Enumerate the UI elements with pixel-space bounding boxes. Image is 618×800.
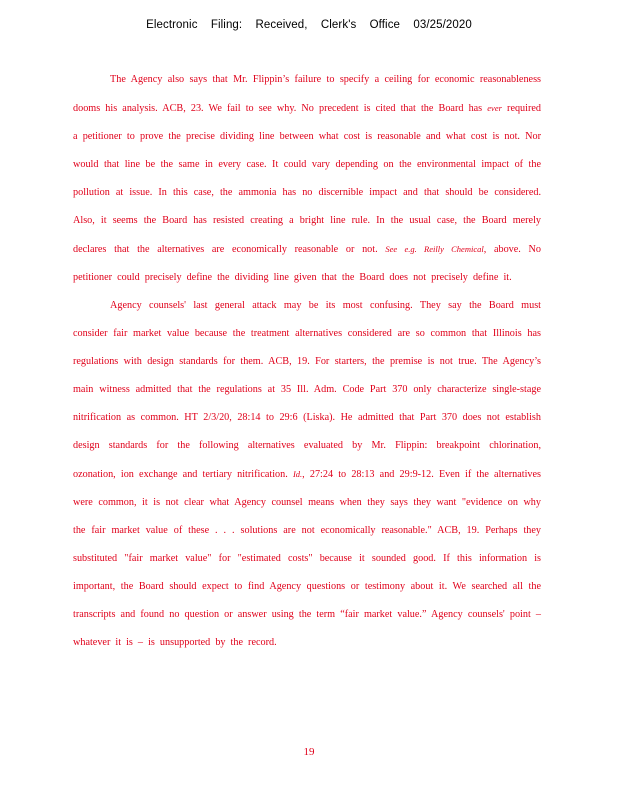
paragraph-text: Agency counsels' last general attack may be its most confusing. They say the Board must consider fair market value because the treatment alternatives considered are so common that Illinois has regulations with design standards for them. ACB, 19. For starters, the premise is not true. The Agency’s main witness admitted that the regulations at 35 Ill. Adm. Code Part 370 only characterize single-stage nitrification as common. HT 2/3/20, 28:14 to 29:6 (Liska). He admitted that Part 370 does not establish design standards for the following alternatives evaluated by Mr. Flippin: breakpoint chlorination, ozonation, ion exchange and tertiary nitrification. bbox=[73, 300, 541, 480]
page-number: 19 bbox=[303, 746, 315, 758]
paragraph-text: required a petitioner to prove the precise dividing line between what cost is reasonable and what cost is not. Nor would that line be the same in every case. It could vary depending on the environmental impact of the pollution at issue. In this case, the ammonia has no discernible impact and that should be considered. Also, it seems the Board has resisted creating a bright line rule. In the usual case, the Board merely declares that the alternatives are economically reasonable or not. bbox=[73, 103, 541, 255]
document-body bbox=[73, 66, 541, 657]
filing-stamp-header: Electronic Filing: Received, Clerk's Office 03/25/2020 bbox=[146, 19, 472, 31]
paragraph-text: , above. No petitioner could precisely define the dividing line given that the Board does not precisely define it. bbox=[73, 244, 542, 283]
paragraph-text: The Agency also says that Mr. Flippin’s failure to specify a ceiling for economic reasonableness dooms his analysis. ACB, 23. We fail to see why. No precedent is cited that the Board has bbox=[73, 74, 541, 114]
paragraph-fair-market-value bbox=[73, 292, 541, 657]
citation-id: Id. bbox=[292, 469, 303, 479]
paragraph-text: , 27:24 to 28:13 and 29:9-12. Even if the alternatives were common, it is not clear what Agency counsel means when they says they want "evidence on why the fair market value of these . . . solutions are not economically reasonable." ACB, 19. Perhaps they substituted "fair market value" for "estimated costs" because it sounded good. If this information is important, the Board should expect to find Agency questions or testimony about it. We searched all the transcripts and found no question or answer using the term “fair market value.” Agency counsels' point –whatever it is – is unsupported by the record. bbox=[73, 469, 541, 648]
case-citation: See e.g. Reilly Chemical bbox=[385, 244, 484, 254]
emphasis-ever: ever bbox=[487, 103, 502, 113]
paragraph-economic-reasonableness bbox=[73, 66, 541, 292]
